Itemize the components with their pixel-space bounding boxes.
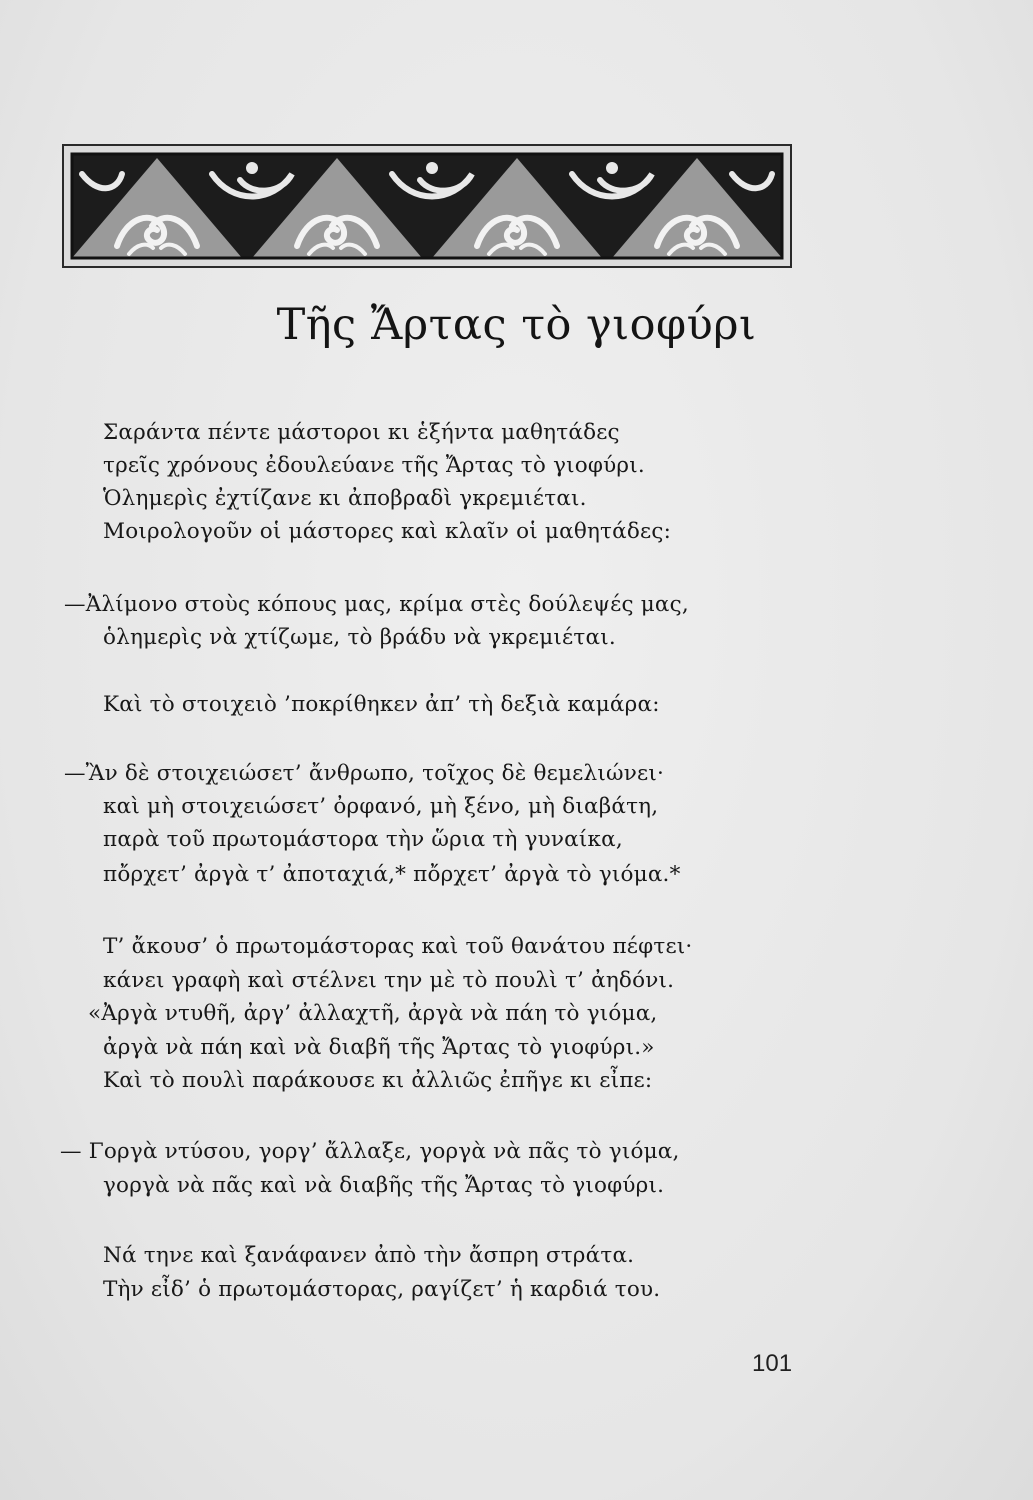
verse-line: Τὴν εἶδ’ ὁ πρωτομάστορας, ραγίζετ’ ἡ καρδιά του. [103, 1277, 661, 1302]
verse-line: κάνει γραφὴ καὶ στέλνει την μὲ τὸ πουλὶ τ’ ἀηδόνι. [103, 968, 675, 993]
decorative-header-ornament [62, 144, 792, 268]
verse-line: ὁλημερὶς νὰ χτίζωμε, τὸ βράδυ νὰ γκρεμιέται. [103, 625, 616, 650]
verse-line: — Γοργὰ ντύσου, γοργ’ ἄλλαξε, γοργὰ νὰ πᾶς τὸ γιόμα, [60, 1139, 680, 1164]
verse-line: τρεῖς χρόνους ἐδουλεύανε τῆς Ἄρτας τὸ γιοφύρι. [103, 453, 645, 478]
verse-line: Καὶ τὸ πουλὶ παράκουσε κι ἀλλιῶς ἐπῆγε κι εἶπε: [103, 1068, 653, 1093]
verse-line: ἀργὰ νὰ πάη καὶ νὰ διαβῆ τῆς Ἄρτας τὸ γιοφύρι.» [103, 1035, 655, 1060]
verse-line: Τ’ ἄκουσ’ ὁ πρωτομάστορας καὶ τοῦ θανάτου πέφτει· [103, 934, 693, 959]
verse-line: —Ἀλίμονο στοὺς κόπους μας, κρίμα στὲς δούλεψές μας, [64, 592, 689, 617]
verse-line: καὶ μὴ στοιχειώσετ’ ὀρφανό, μὴ ξένο, μὴ διαβάτη, [103, 794, 659, 819]
verse-line: Νά τηνε καὶ ξανάφανεν ἀπὸ τὴν ἄσπρη στράτα. [103, 1243, 635, 1268]
verse-line: γοργὰ νὰ πᾶς καὶ νὰ διαβῆς τῆς Ἄρτας τὸ γιοφύρι. [103, 1173, 665, 1198]
verse-line: πὄρχετ’ ἀργὰ τ’ ἀποταχιά,* πὄρχετ’ ἀργὰ τὸ γιόμα.* [103, 862, 681, 887]
verse-line: —Ἂν δὲ στοιχειώσετ’ ἄνθρωπο, τοῖχος δὲ θεμελιώνει· [64, 761, 664, 786]
verse-line: Ὁλημερὶς ἐχτίζανε κι ἀποβραδὶ γκρεμιέται. [103, 486, 587, 511]
verse-line: Καὶ τὸ στοιχειὸ ’ποκρίθηκεν ἀπ’ τὴ δεξιὰ καμάρα: [103, 692, 660, 717]
verse-line: Μοιρολογοῦν οἱ μάστορες καὶ κλαῖν οἱ μαθητάδες: [103, 519, 672, 544]
verse-line: «Ἀργὰ ντυθῆ, ἀργ’ ἀλλαχτῆ, ἀργὰ νὰ πάη τὸ γιόμα, [88, 1001, 658, 1026]
verse-line: Σαράντα πέντε μάστοροι κι ἑξήντα μαθητάδες [103, 420, 620, 445]
verse-line: παρὰ τοῦ πρωτομάστορα τὴν ὥρια τὴ γυναίκα, [103, 827, 623, 852]
page-number: 101 [752, 1350, 793, 1377]
poem-title: Τῆς Ἄρτας τὸ γιοφύρι [276, 300, 757, 350]
